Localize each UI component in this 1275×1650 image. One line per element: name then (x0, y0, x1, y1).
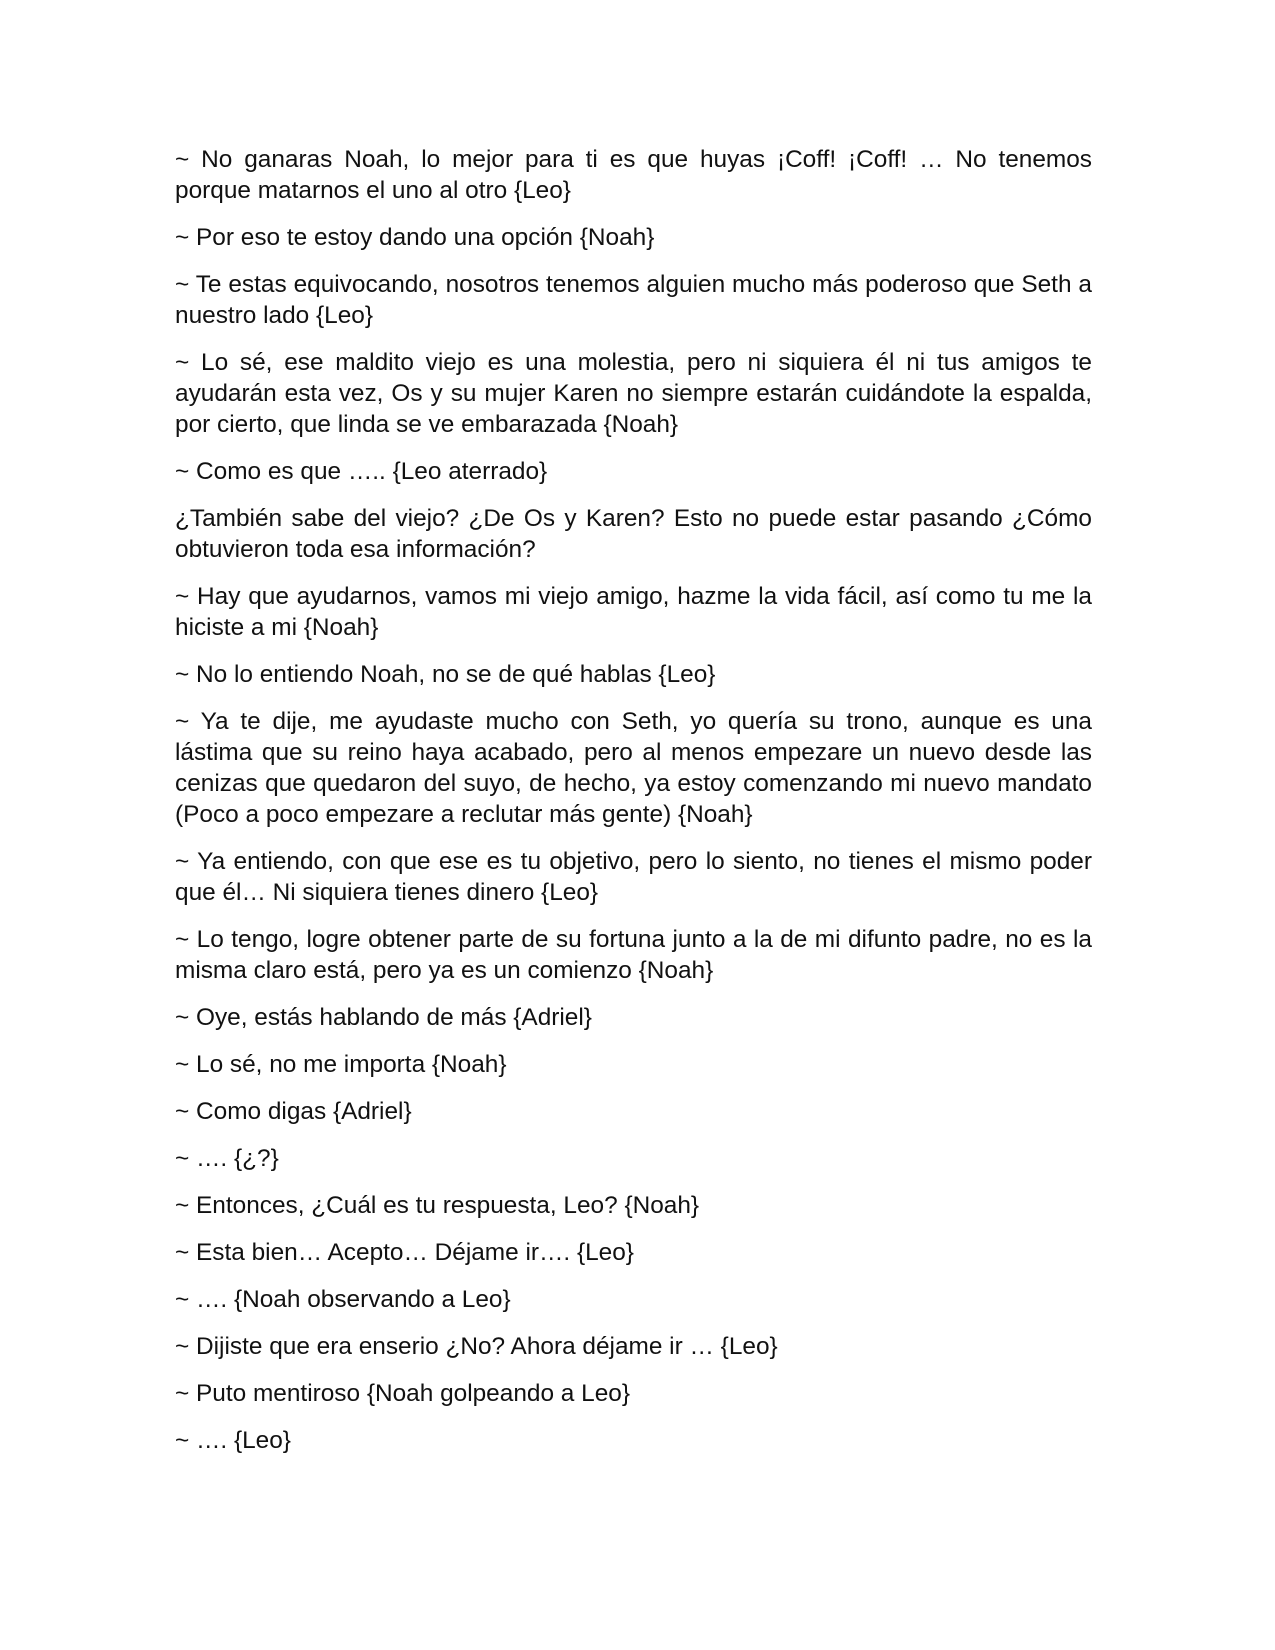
dialogue-paragraph: ~ Por eso te estoy dando una opción {Noah} (175, 224, 655, 251)
dialogue-paragraph: ~ Dijiste que era enserio ¿No? Ahora déjame ir … {Leo} (175, 1333, 778, 1360)
dialogue-paragraph: ~ Lo sé, ese maldito viejo es una molestia, pero ni siquiera él ni tus amigos te ayudarán esta vez, Os y su mujer Karen no siempre estarán cuidándote la espalda, por cierto, que linda se ve embarazada {Noah} (175, 349, 1092, 438)
dialogue-paragraph: ~ Entonces, ¿Cuál es tu respuesta, Leo? {Noah} (175, 1192, 700, 1219)
dialogue-paragraph: ~ …. {Leo} (175, 1427, 291, 1454)
dialogue-paragraph: ~ Te estas equivocando, nosotros tenemos alguien mucho más poderoso que Seth a nuestro lado {Leo} (175, 271, 1092, 329)
dialogue-paragraph: ~ Esta bien… Acepto… Déjame ir…. {Leo} (175, 1239, 634, 1266)
dialogue-paragraph: ~ Ya te dije, me ayudaste mucho con Seth, yo quería su trono, aunque es una lástima que su reino haya acabado, pero al menos empezare un nuevo desde las cenizas que quedaron del suyo, de hecho, ya estoy comenzando mi nuevo mandato (Poco a poco empezare a reclutar más gente) {Noah} (175, 708, 1092, 828)
dialogue-paragraph: ~ Puto mentiroso {Noah golpeando a Leo} (175, 1380, 630, 1407)
dialogue-paragraph: ~ Ya entiendo, con que ese es tu objetivo, pero lo siento, no tienes el mismo poder que él… Ni siquiera tienes dinero {Leo} (175, 848, 1092, 906)
narration-paragraph: ¿También sabe del viejo? ¿De Os y Karen? Esto no puede estar pasando ¿Cómo obtuvieron toda esa información? (175, 505, 1092, 563)
dialogue-paragraph: ~ Oye, estás hablando de más {Adriel} (175, 1004, 592, 1031)
dialogue-paragraph: ~ …. {Noah observando a Leo} (175, 1286, 511, 1313)
dialogue-paragraph: ~ Lo sé, no me importa {Noah} (175, 1051, 507, 1078)
dialogue-paragraph: ~ No ganaras Noah, lo mejor para ti es que huyas ¡Coff! ¡Coff! … No tenemos porque matarnos el uno al otro {Leo} (175, 146, 1092, 204)
document-body (175, 144, 1092, 1472)
dialogue-paragraph: ~ No lo entiendo Noah, no se de qué hablas {Leo} (175, 661, 716, 688)
dialogue-paragraph: ~ Como es que ….. {Leo aterrado} (175, 458, 548, 485)
dialogue-paragraph: ~ Hay que ayudarnos, vamos mi viejo amigo, hazme la vida fácil, así como tu me la hiciste a mi {Noah} (175, 583, 1092, 641)
dialogue-paragraph: ~ Como digas {Adriel} (175, 1098, 412, 1125)
dialogue-paragraph: ~ Lo tengo, logre obtener parte de su fortuna junto a la de mi difunto padre, no es la misma claro está, pero ya es un comienzo {Noah} (175, 926, 1092, 984)
dialogue-paragraph: ~ …. {¿?} (175, 1145, 279, 1172)
